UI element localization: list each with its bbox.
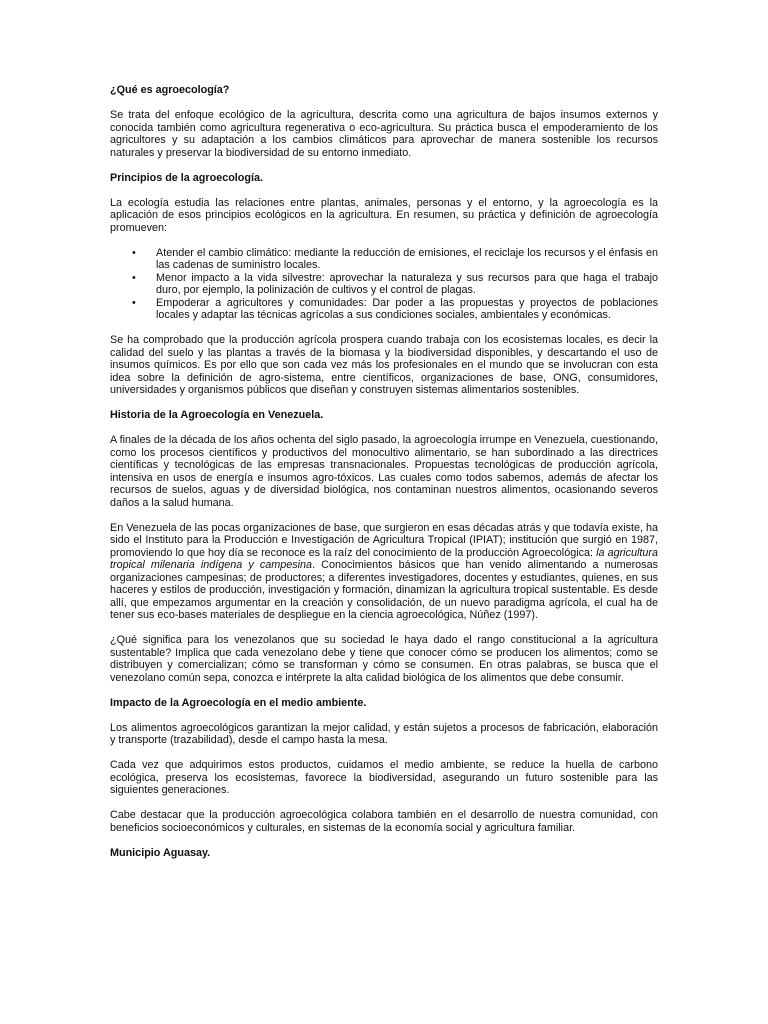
paragraph-historia-2-part-a: En Venezuela de las pocas organizaciones de base, que surgieron en esas décadas atrás y que todavía existe, ha sido el Instituto para la Producción e Investigación de Agricultura Tropical (IPIAT); institución que surgió en 1987, promoviendo lo que hoy día se reconoce es la raíz del conocimiento de la producción Agroecológica: (110, 521, 659, 559)
paragraph-impacto-3: Cabe destacar que la producción agroecológica colabora también en el desarrollo de nuestra comunidad, con beneficios socioeconómicos y culturales, en sistemas de la economía social y agricultura familiar. (110, 809, 658, 834)
paragraph-produccion-agricola: Se ha comprobado que la producción agrícola prospera cuando trabaja con los ecosistemas locales, es decir la calidad del suelo y las plantas a través de la biomasa y la biodiversidad disponibles, y descartando el uso de insumos químicos. Es por ello que son cada vez más los profesionales en el mundo que se involucran con esta idea sobre la definición de agro-sistema, entre científicos, organizaciones de base, ONG, consumidores, universidades y organismos públicos que diseñan y construyen sistemas alimentarios sostenibles. (110, 334, 658, 396)
list-item (132, 271, 658, 297)
list-item-text: Atender el cambio climático: mediante la reducción de emisiones, el reciclaje los recursos y el énfasis en las cadenas de suministro locales. (156, 246, 658, 271)
bullet-icon: • (132, 296, 136, 309)
paragraph-definition: Se trata del enfoque ecológico de la agricultura, descrita como una agricultura de bajos insumos externos y conocida también como agricultura regenerativa o eco-agricultura. Su práctica busca el empoderamiento de los agricultores y su adaptación a los cambios climáticos para aprovechar de manera sostenible los recursos naturales y preservar la biodiversidad de su entorno inmediato. (110, 109, 658, 159)
paragraph-historia-3: ¿Qué significa para los venezolanos que su sociedad le haya dado el rango constitucional a la agricultura sustentable? Implica que cada venezolano debe y tiene que conocer cómo se producen los alimentos; como se distribuyen y comercializan; cómo se transforman y cómo se consumen. En otras palabras, se busca que el venezolano común sepa, conozca e intérprete la alta calidad biológica de los alimentos que debe consumir. (110, 634, 658, 684)
heading-impacto-medio-ambiente: Impacto de la Agroecología en el medio ambiente. (110, 696, 367, 709)
heading-principios: Principios de la agroecología. (110, 171, 263, 184)
paragraph-impacto-2: Cada vez que adquirimos estos productos, cuidamos el medio ambiente, se reduce la huella de carbono ecológica, preserva los ecosistemas, favorece la biodiversidad, asegurando un futuro sostenible para las siguientes generaciones. (110, 759, 658, 796)
paragraph-impacto-1: Los alimentos agroecológicos garantizan la mejor calidad, y están sujetos a procesos de fabricación, elaboración y transporte (trazabilidad), desde el campo hasta la mesa. (110, 721, 658, 746)
principles-list (110, 247, 658, 322)
list-item (132, 246, 658, 272)
paragraph-historia-2-part-b: . Conocimientos básicos que han venido alimentando a numerosas organizaciones campesinas; de productores; a diferentes investigadores, docentes y estudiantes, quienes, en sus haceres y estilos de producción, investigación y formación, dinamizan la agricultura tropical sustentable. Es desde allí, que empezamos argumentar en la creación y consolidación, de un nuevo paradigma agrícola, el cual ha de tener sus eco-bases materiales de despliegue en la ciencia agroecológica, Núñez (1997). (110, 559, 658, 621)
heading-historia-venezuela: Historia de la Agroecología en Venezuela. (110, 409, 324, 421)
paragraph-historia-2 (110, 522, 658, 622)
list-item-text: Menor impacto a la vida silvestre: aprovechar la naturaleza y sus recursos para que haga el trabajo duro, por ejemplo, la polinización de cultivos y el control de plagas. (156, 271, 658, 296)
heading-que-es-agroecologia: ¿Qué es agroecología? (110, 84, 230, 96)
bullet-icon: • (132, 271, 136, 284)
list-item (132, 296, 658, 322)
paragraph-principios-intro: La ecología estudia las relaciones entre plantas, animales, personas y el entorno, y la agroecología es la aplicación de esos principios ecológicos en la agricultura. En resumen, su práctica y definición de agroecología promueven: (110, 196, 658, 234)
paragraph-historia-2-italic: la agricultura tropical milenaria indígena y campesina (110, 546, 658, 571)
list-item-text: Empoderar a agricultores y comunidades: Dar poder a las propuestas y proyectos de poblaciones locales y adaptar las técnicas agrícolas a sus condiciones sociales, ambientales y económicas. (156, 296, 658, 321)
bullet-icon: • (132, 246, 136, 259)
heading-municipio-aguasay: Municipio Aguasay. (110, 846, 211, 859)
paragraph-historia-1: A finales de la década de los años ochenta del siglo pasado, la agroecología irrumpe en Venezuela, cuestionando, como los procesos científicos y productivos del monocultivo alimentario, se han subordinado a las directrices científicas y tecnológicas de las empresas transnacionales. Propuestas tecnológicas de producción agrícola, intensiva en usos de energía e insumos agro-tóxicos. Las cuales como todos sabemos, además de afectar los recursos de suelos, aguas y de diversidad biológica, nos contaminan nuestros alimentos, ocasionando severos daños a la salud humana. (110, 434, 658, 509)
